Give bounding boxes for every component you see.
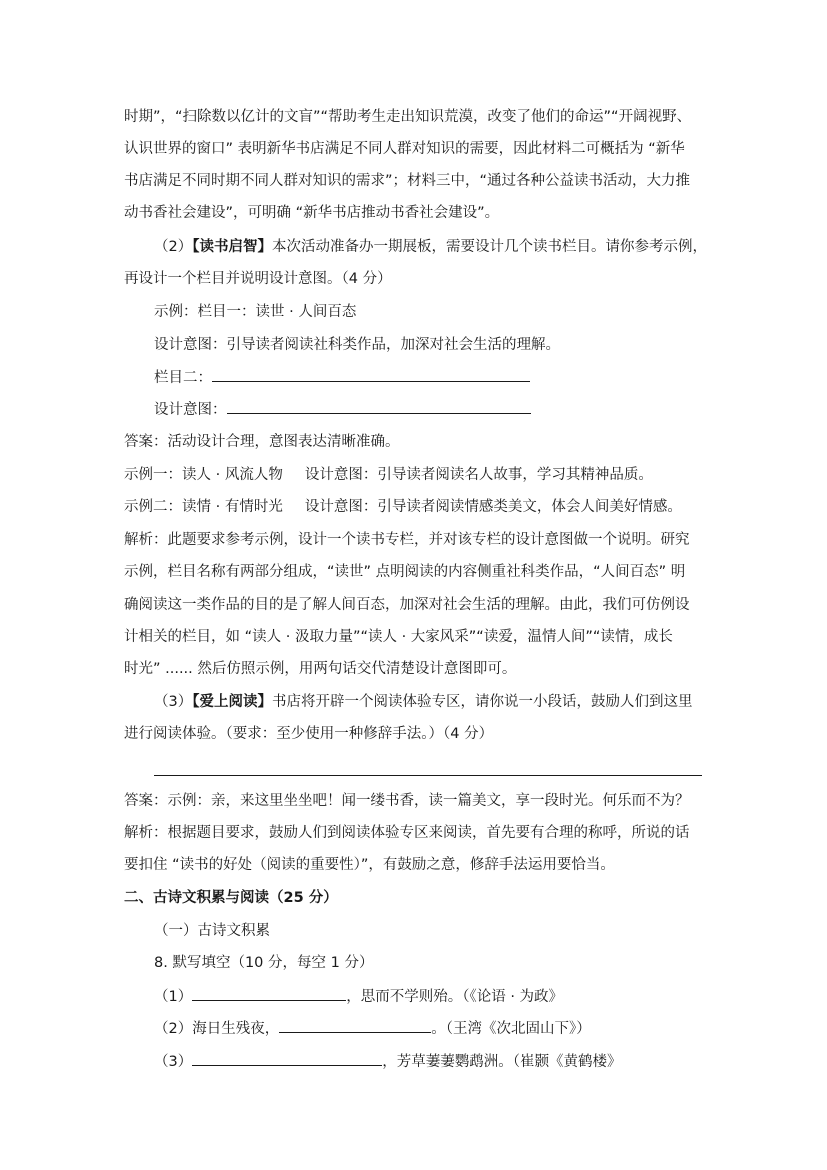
passage-line: 书店满足不同时期不同人群对知识的需求”；材料三中，“通过各种公益读书活动，大力推 xyxy=(124,173,691,189)
fill-blank[interactable] xyxy=(192,1051,382,1066)
column-two-row xyxy=(154,367,530,388)
item-text: ，芳草萋萋鹦鹉洲。（崔颢《黄鹤楼》 xyxy=(382,1054,622,1070)
example-one-column: 示例一：读人 · 风流人物 xyxy=(124,467,283,483)
question-2-title: 【读书启智】 xyxy=(192,239,272,255)
analysis-line: 解析：根据题目要求，鼓励人们到阅读体验专区来阅读，首先要有合理的称呼，所说的话 xyxy=(124,825,690,841)
item-text: （2）海日生残夜， xyxy=(154,1021,280,1037)
example-two-intent: 设计意图：引导读者阅读情感类美文，体会人间美好情感。 xyxy=(304,499,682,515)
example-two-row xyxy=(124,497,682,517)
example-design-intent: 设计意图：引导读者阅读社科类作品，加深对社会生活的理解。 xyxy=(154,337,560,353)
answer-text: 答案：活动设计合理，意图表达清晰准确。 xyxy=(124,434,400,450)
example-two-column: 示例二：读情 · 有情时光 xyxy=(124,499,283,515)
column-two-label: 栏目二： xyxy=(154,370,212,386)
question-2-text-cont: 再设计一个栏目并说明设计意图。（4 分） xyxy=(124,271,392,287)
question-3-stem xyxy=(154,692,692,712)
question-2-number: （2） xyxy=(154,239,193,255)
passage-line: 认识世界的窗口” 表明新华书店满足不同人群对知识的需要，因此材料二可概括为 “新华 xyxy=(124,141,685,157)
analysis-line: 确阅读这一类作品的目的是了解人间百态，加深对社会生活的理解。由此，我们可仿例设 xyxy=(124,597,690,613)
answer-text: 答案：示例：亲，来这里坐坐吧！闻一缕书香，读一篇美文，享一段时光。何乐而不为？ xyxy=(124,793,690,809)
example-one-row xyxy=(124,465,653,485)
item-number: （3） xyxy=(154,1054,193,1070)
analysis-line: 时光” ...... 然后仿照示例，用两句话交代清楚设计意图即可。 xyxy=(124,661,517,677)
example-one-intent: 设计意图：引导读者阅读名人故事，学习其精神品质。 xyxy=(304,467,653,483)
question-2-stem xyxy=(154,237,707,257)
fill-blank-item-1 xyxy=(154,986,563,1007)
design-intent-label: 设计意图： xyxy=(154,402,227,418)
example-column-one: 示例：栏目一：读世 · 人间百态 xyxy=(154,304,357,320)
analysis-line: 示例，栏目名称有两部分组成，“读世” 点明阅读的内容侧重社科类作品，“人间百态” 明 xyxy=(124,564,686,580)
analysis-line: 计相关的栏目，如 “读人 · 汲取力量”“读人 · 大家风采”“读爱，温情人间”“读情，成长 xyxy=(124,629,673,645)
question-3-text: 书店将开辟一个阅读体验专区，请你说一小段话，鼓励人们到这里 xyxy=(271,694,693,710)
analysis-line: 要扣住 “读书的好处（阅读的重要性）”，有鼓励之意，修辞手法运用要恰当。 xyxy=(124,857,615,873)
question-3-title: 【爱上阅读】 xyxy=(192,694,272,710)
item-text: ，思而不学则殆。（《论语 · 为政》 xyxy=(346,989,564,1005)
passage-line: 动书香社会建设”，可明确 “新华书店推动书香社会建设”。 xyxy=(124,205,500,221)
column-two-blank[interactable] xyxy=(212,367,530,382)
fill-blank-item-2 xyxy=(154,1018,591,1039)
section-heading: 二、古诗文积累与阅读（25 分） xyxy=(124,890,338,906)
design-intent-row xyxy=(154,399,531,420)
fill-blank[interactable] xyxy=(192,986,346,1001)
fill-blank-item-3 xyxy=(154,1051,621,1072)
subsection-heading: （一）古诗文积累 xyxy=(154,923,270,939)
design-intent-blank[interactable] xyxy=(227,399,531,414)
question-2-text: 本次活动准备办一期展板，需要设计几个读书栏目。请你参考示例， xyxy=(271,239,707,255)
question-3-number: （3） xyxy=(154,694,193,710)
item-number: （1） xyxy=(154,989,193,1005)
question-8-stem: 8. 默写填空（10 分，每空 1 分） xyxy=(154,955,374,971)
passage-line: 时期”，“扫除数以亿计的文盲”“帮助考生走出知识荒漠，改变了他们的命运”“开阔视野、 xyxy=(124,109,692,125)
analysis-line: 解析：此题要求参考示例，设计一个读书专栏，并对该专栏的设计意图做一个说明。研究 xyxy=(124,532,690,548)
fill-blank[interactable] xyxy=(279,1018,431,1033)
question-3-text-cont: 进行阅读体验。（要求：至少使用一种修辞手法。）（4 分） xyxy=(124,726,494,742)
item-text: 。（王湾《次北固山下》） xyxy=(431,1021,591,1037)
answer-blank-line[interactable] xyxy=(154,775,702,776)
